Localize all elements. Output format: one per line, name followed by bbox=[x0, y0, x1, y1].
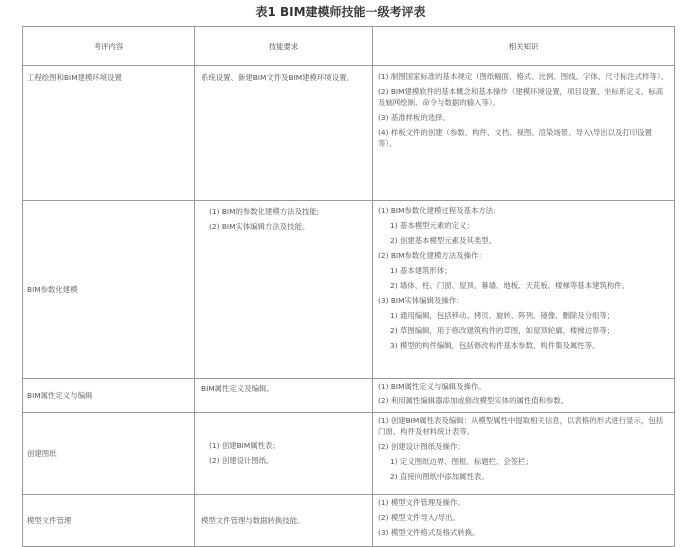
header-skills: 技能要求 bbox=[195, 27, 373, 66]
knowledge-item: (2) BIM建模软件的基本概念和基本操作（建模环境设置，项目设置、坐标系定义、标高及轴网绘制、命令与数据的输入等）。 bbox=[378, 87, 664, 107]
row-skills bbox=[195, 379, 373, 413]
skill-item: 系统设置、新建BIM文件及BIM建模环境设置。 bbox=[201, 73, 354, 82]
knowledge-item: 1) 基本模型元素的定义； bbox=[390, 221, 474, 230]
knowledge-item: (2) 创建设计图纸及操作： bbox=[378, 442, 465, 451]
knowledge-item: 1) 定义图纸边界、图框、标题栏、会签栏； bbox=[390, 457, 533, 466]
row-skills bbox=[195, 495, 373, 547]
table-row bbox=[23, 413, 675, 495]
table-title: 表1 BIM建模师技能一级考评表 bbox=[255, 5, 426, 19]
row-skills bbox=[195, 413, 373, 495]
knowledge-item: (1) 制图国家标准的基本规定（图纸幅面、格式、比例、图线、字体、尺寸标注式样等）。 bbox=[378, 72, 668, 81]
skill-item: (1) BIM的参数化建模方法及技能; bbox=[209, 207, 320, 216]
table-row bbox=[23, 66, 675, 201]
row-content-text: BIM参数化建模 bbox=[27, 285, 78, 294]
table-row bbox=[23, 201, 675, 379]
knowledge-item: (2) 利用属性编辑器添加或修改模型实体的属性值和参数。 bbox=[378, 396, 569, 405]
skill-item: (1) 创建BIM属性表； bbox=[209, 441, 280, 450]
knowledge-item: (4) 样板文件的创建（参数、构件、文档、视图、渲染场景、导入\导出以及打印设置等）。 bbox=[378, 128, 652, 148]
skill-item: (2) BIM实体编辑方法及技能。 bbox=[209, 222, 310, 231]
knowledge-item: 1) 通用编辑，包括移动、拷贝、旋转、阵列、镜像、删除及分组等； bbox=[390, 311, 615, 320]
header-knowledge: 相关知识 bbox=[373, 27, 675, 66]
knowledge-item: (2) BIM参数化建模方法及操作： bbox=[378, 251, 486, 260]
row-knowledge bbox=[373, 379, 675, 413]
row-content-text: 创建图纸 bbox=[27, 449, 57, 458]
row-knowledge bbox=[373, 201, 675, 379]
knowledge-item: 3) 模型的构件编辑，包括修改构件基本参数、构件集及属性等。 bbox=[390, 341, 600, 350]
row-content bbox=[23, 201, 195, 379]
row-content bbox=[23, 379, 195, 413]
knowledge-item: 2) 草图编辑，用于修改建筑构件的草图，如屋顶轮廓、楼梯边界等； bbox=[390, 326, 615, 335]
knowledge-item: (1) 模型文件管理及操作。 bbox=[378, 498, 465, 507]
knowledge-item: 2) 墙体、柱、门窗、屋顶、幕墙、地板、天花板、楼梯等基本建筑构件。 bbox=[390, 281, 630, 290]
row-knowledge bbox=[373, 413, 675, 495]
knowledge-item: (1) BIM属性定义与编辑及操作。 bbox=[378, 382, 486, 391]
knowledge-item: (1) BIM参数化建模过程及基本方法： bbox=[378, 206, 501, 215]
skill-item: (2) 创建设计图纸。 bbox=[209, 456, 274, 465]
assessment-table bbox=[22, 26, 675, 547]
row-skills bbox=[195, 201, 373, 379]
table-row bbox=[23, 379, 675, 413]
row-skills bbox=[195, 66, 373, 201]
knowledge-item: (2) 模型文件导入/导出。 bbox=[378, 513, 460, 522]
row-content bbox=[23, 66, 195, 201]
skill-item: 模型文件管理与数据转换技能。 bbox=[201, 516, 305, 525]
row-content-text: 模型文件管理 bbox=[27, 516, 72, 525]
row-content-text: BIM属性定义与编辑 bbox=[27, 391, 93, 400]
knowledge-item: 2) 直接向图纸中添加属性表。 bbox=[390, 472, 489, 481]
knowledge-item: 2) 创建基本模型元素及其类型。 bbox=[390, 236, 497, 245]
row-knowledge bbox=[373, 66, 675, 201]
table-row bbox=[23, 495, 675, 547]
row-content bbox=[23, 413, 195, 495]
row-content bbox=[23, 495, 195, 547]
row-knowledge bbox=[373, 495, 675, 547]
knowledge-item: (1) 创建BIM属性表及编辑：从模型属性中提取相关信息，以表格的形式进行显示，包括门窗、构件及材料统计表等。 bbox=[378, 416, 664, 436]
knowledge-item: (3) BIM实体编辑及操作： bbox=[378, 296, 464, 305]
knowledge-item: (3) 模型文件格式及格式转换。 bbox=[378, 528, 480, 537]
knowledge-item: (3) 基准样板的选择。 bbox=[378, 113, 450, 122]
row-content-text: 工程绘图和BIM建模环境设置 bbox=[27, 73, 122, 82]
skill-item: BIM属性定义及编辑。 bbox=[201, 384, 274, 393]
header-content: 考评内容 bbox=[23, 27, 195, 66]
knowledge-item: 1) 基本建筑形体； bbox=[390, 266, 452, 275]
header-row bbox=[23, 27, 675, 66]
